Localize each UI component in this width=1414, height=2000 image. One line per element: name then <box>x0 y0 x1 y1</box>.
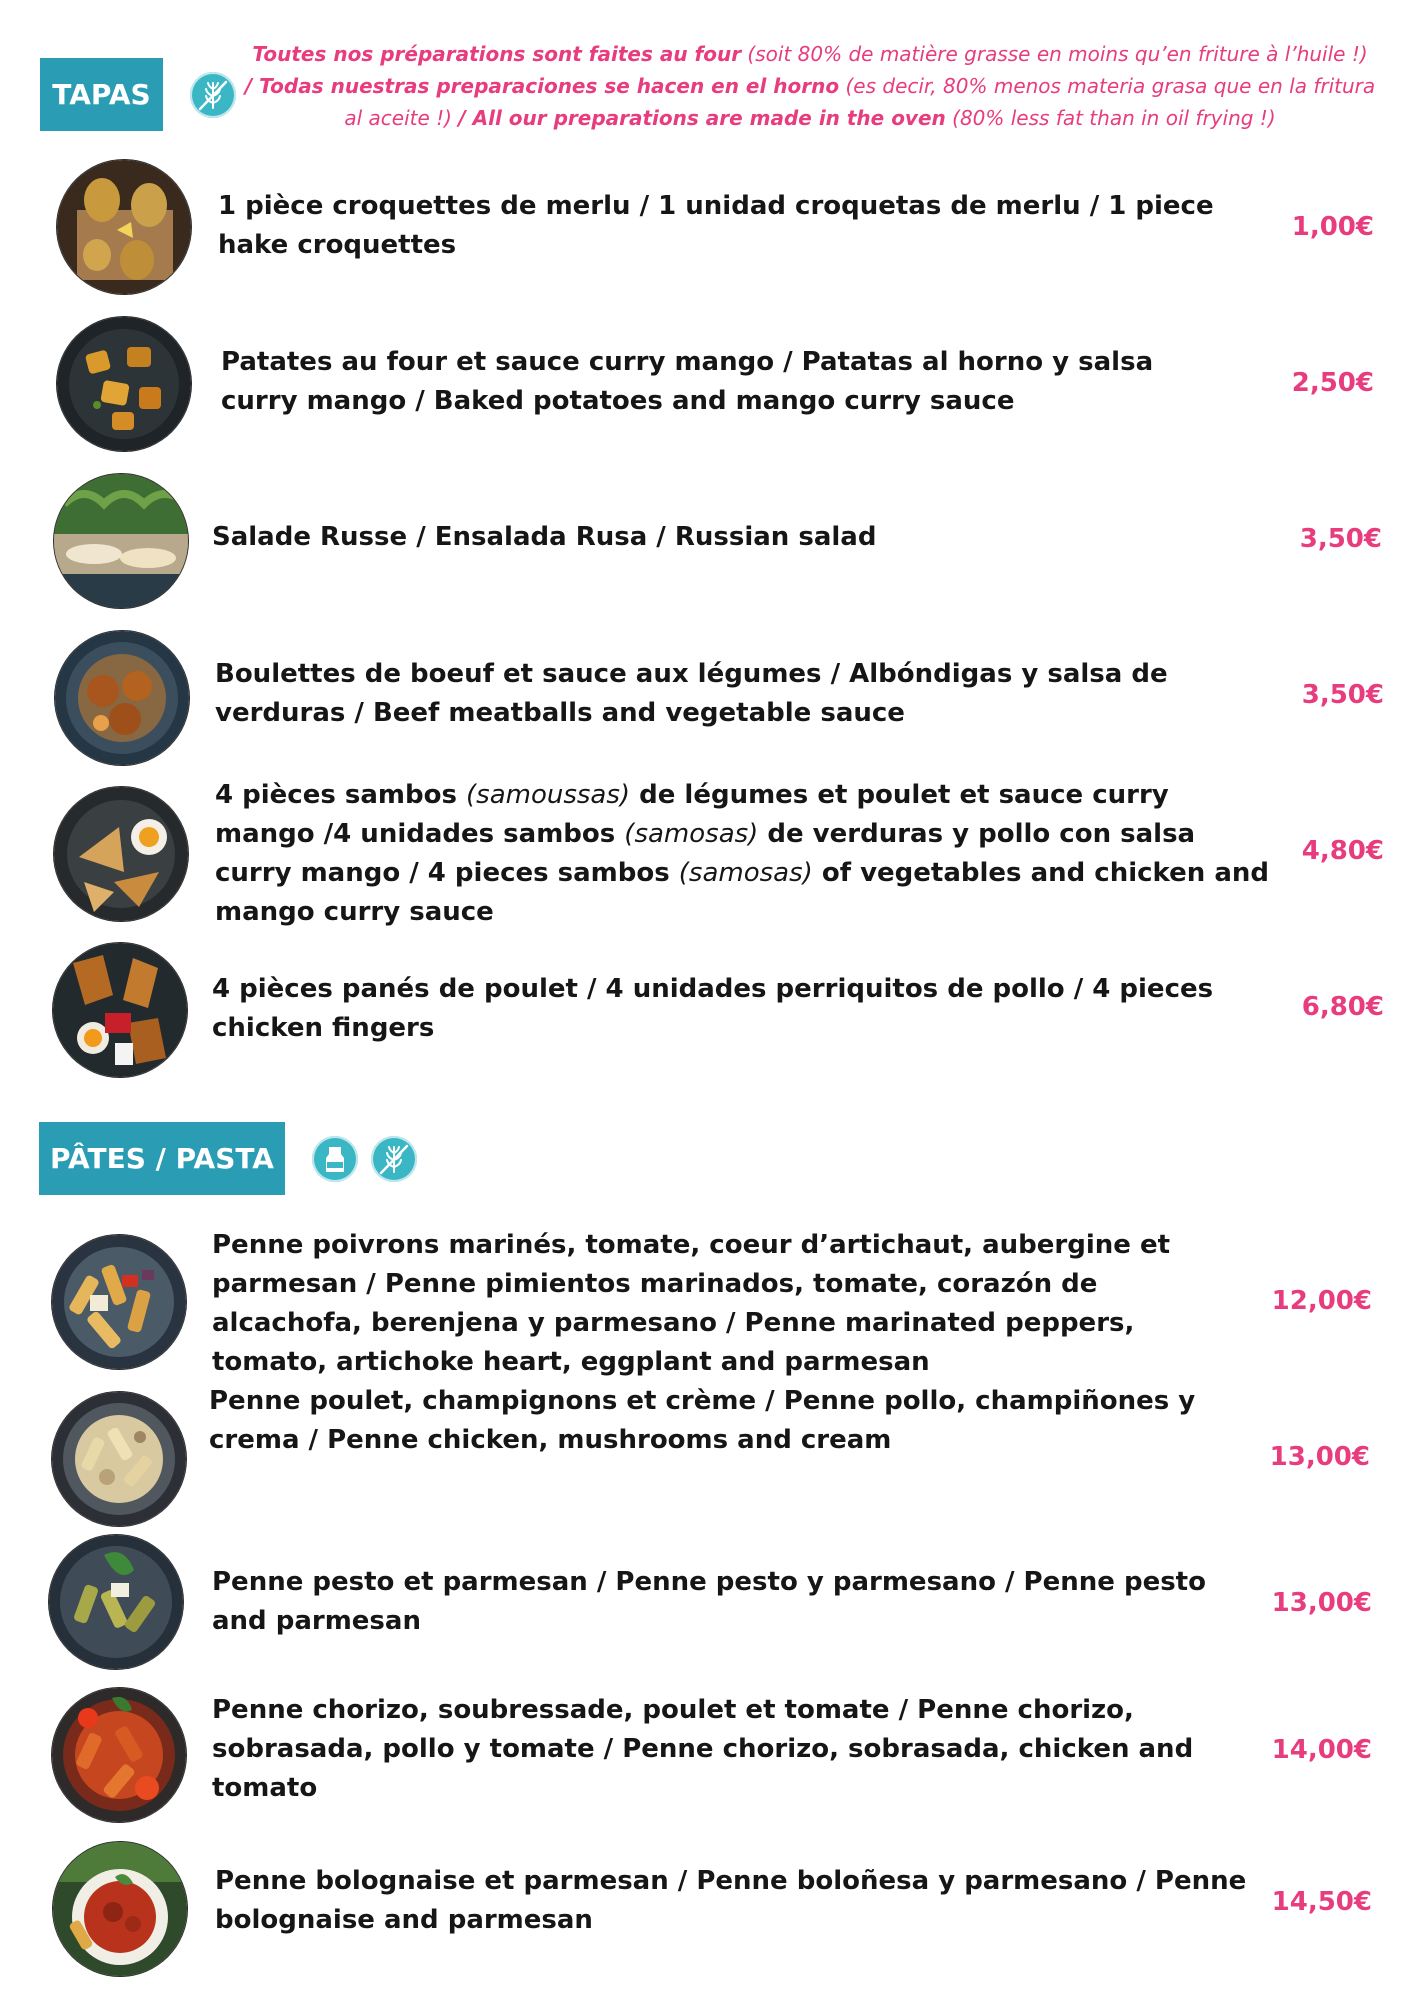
item-price: 3,50€ <box>1301 680 1384 710</box>
wheat-icon <box>190 72 236 118</box>
item-name-italic: (samoussas) <box>466 780 631 810</box>
note-fr-bold: Toutes nos préparations sont faites au four <box>252 42 742 66</box>
note-fr-light: (soit 80% de matière grasse en moins qu’en friture à l’huile !) <box>741 42 1368 66</box>
dish-photo <box>54 474 188 608</box>
dish-photo <box>57 160 191 294</box>
item-price: 2,50€ <box>1291 368 1374 398</box>
item-name: Penne poulet, champignons et crème / Penne pollo, champiñones y crema / Penne chicken, mushrooms and cream <box>209 1386 1196 1455</box>
item-price: 14,00€ <box>1271 1735 1372 1765</box>
item-price: 4,80€ <box>1301 836 1384 866</box>
pasta-title-text: PÂTES / PASTA <box>50 1142 274 1175</box>
item-name: Penne bolognaise et parmesan / Penne boloñesa y parmesano / Penne bolognaise and parmesan <box>215 1866 1247 1935</box>
milk-icon <box>312 1136 358 1182</box>
item-price: 1,00€ <box>1291 212 1374 242</box>
item-name <box>215 776 1275 932</box>
item-name: 4 pièces panés de poulet / 4 unidades perriquitos de pollo / 4 pieces chicken fingers <box>212 974 1214 1043</box>
pasta-section-title <box>39 1122 285 1195</box>
dish-photo <box>53 1842 187 1976</box>
item-name: Boulettes de boeuf et sauce aux légumes / Albóndigas y salsa de verduras / Beef meatballs and vegetable sauce <box>215 659 1168 728</box>
dish-photo <box>54 787 188 921</box>
item-name: Penne pesto et parmesan / Penne pesto y parmesano / Penne pesto and parmesan <box>212 1567 1206 1636</box>
note-en-bold: / All our preparations are made in the oven <box>458 106 946 130</box>
dish-photo <box>57 317 191 451</box>
dish-photo <box>52 1688 186 1822</box>
item-price: 6,80€ <box>1301 992 1384 1022</box>
tapas-section-title <box>40 58 163 131</box>
item-name-part: de verduras y pollo con salsa curry mango / 4 pieces sambos <box>215 819 1196 888</box>
oven-preparation-note <box>240 38 1380 134</box>
item-name: 1 pièce croquettes de merlu / 1 unidad croquetas de merlu / 1 piece hake croquettes <box>218 191 1214 260</box>
item-price: 14,50€ <box>1271 1887 1372 1917</box>
item-name-part: of vegetables and chicken and mango curry sauce <box>215 858 1269 927</box>
item-name: Penne chorizo, soubressade, poulet et tomate / Penne chorizo, sobrasada, pollo y tomate / Penne chorizo, sobrasada, chicken and tomato <box>212 1695 1194 1803</box>
item-price: 3,50€ <box>1299 524 1382 554</box>
dish-photo <box>49 1535 183 1669</box>
dish-photo <box>55 631 189 765</box>
note-es-light: (es decir, 80% menos materia grasa que en la fritura al aceite !) <box>344 74 1376 130</box>
item-name: Patates au four et sauce curry mango / Patatas al horno y salsa curry mango / Baked potatoes and mango curry sauce <box>221 347 1154 416</box>
item-name-part: de légumes et poulet et sauce curry mango /4 unidades sambos <box>215 780 1169 849</box>
tapas-title-text: TAPAS <box>52 78 151 111</box>
item-price: 13,00€ <box>1269 1442 1370 1472</box>
item-name-italic: (samosas) <box>678 858 813 888</box>
wheat-icon <box>371 1136 417 1182</box>
item-price: 13,00€ <box>1271 1588 1372 1618</box>
dish-photo <box>52 1235 186 1369</box>
dish-photo <box>52 1392 186 1526</box>
note-en-light: (80% less fat than in oil frying !) <box>945 106 1276 130</box>
note-es-bold: / Todas nuestras preparaciones se hacen en el horno <box>244 74 840 98</box>
item-name-italic: (samosas) <box>624 819 759 849</box>
dish-photo <box>53 943 187 1077</box>
item-name: Penne poivrons marinés, tomate, coeur d’artichaut, aubergine et parmesan / Penne pimientos marinados, tomate, corazón de alcachofa, berenjena y parmesano / Penne marinated peppers, tomato, artichoke heart, eggplant and parmesan <box>212 1230 1171 1377</box>
item-price: 12,00€ <box>1271 1286 1372 1316</box>
item-name-part: 4 pièces sambos <box>215 780 466 810</box>
item-name: Salade Russe / Ensalada Rusa / Russian salad <box>212 522 877 552</box>
